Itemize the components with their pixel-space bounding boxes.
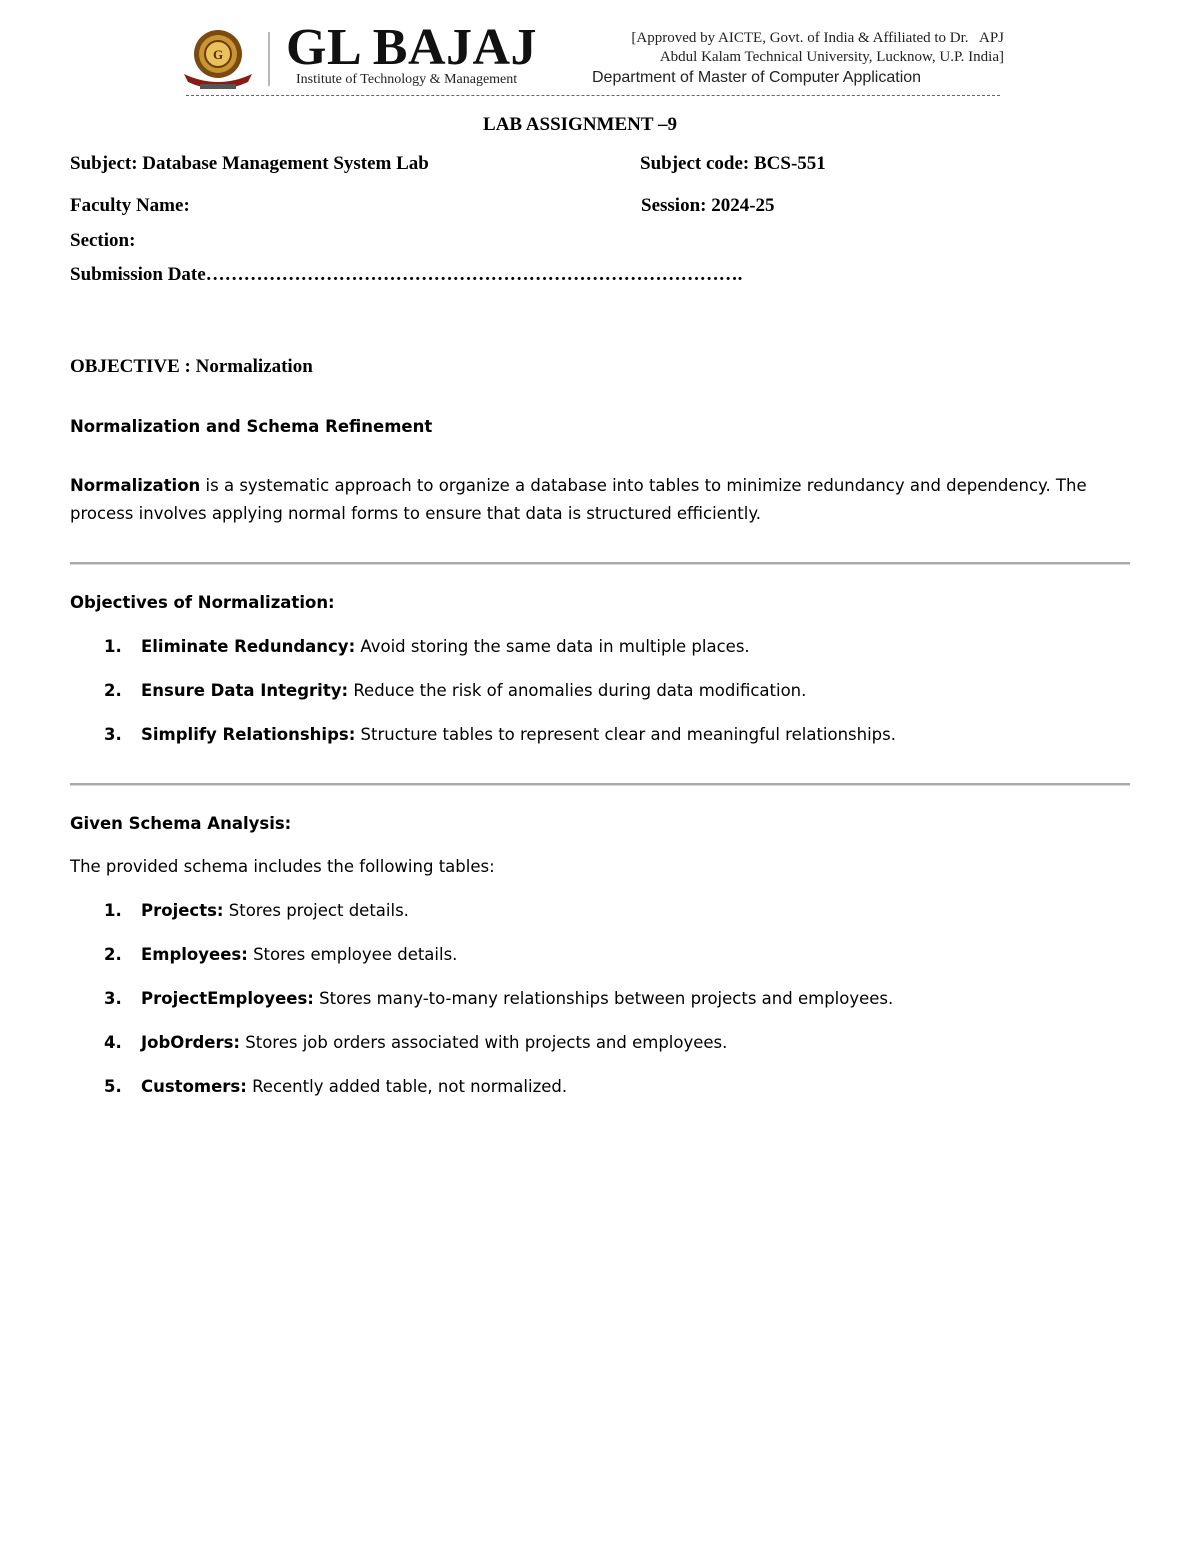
intro-term: Normalization [70, 476, 201, 495]
list-term: Customers: [141, 1077, 247, 1096]
approval-line-2: Abdul Kalam Technical University, Lucknow, U.P. India] [659, 49, 1004, 65]
horizontal-rule [70, 562, 1130, 565]
subject-label: Subject: Database Management System Lab [70, 153, 429, 174]
objective-heading: OBJECTIVE : Normalization [70, 356, 313, 377]
list-term: JobOrders: [141, 1033, 241, 1052]
list-number: 1. [104, 637, 122, 656]
list-number: 5. [104, 1077, 122, 1096]
header-divider [268, 32, 270, 86]
intro-text-1: is a systematic approach to organize a database into tables to minimize redundancy and dependency. The [200, 476, 1087, 495]
list-number: 3. [104, 725, 122, 744]
faculty-name-label: Faculty Name: [70, 195, 190, 216]
list-number: 4. [104, 1033, 122, 1052]
approval-note [560, 29, 1004, 67]
list-desc: Avoid storing the same data in multiple places. [355, 637, 750, 656]
list-desc: Reduce the risk of anomalies during data modification. [348, 681, 807, 700]
horizontal-rule [70, 783, 1130, 786]
list-number: 2. [104, 681, 122, 700]
list-term: Employees: [141, 945, 248, 964]
header-dashed-rule [186, 95, 1000, 96]
intro-paragraph-line-2: process involves applying normal forms to ensure that data is structured efficiently. [70, 504, 761, 523]
list-number: 1. [104, 901, 122, 920]
list-desc: Structure tables to represent clear and meaningful relationships. [355, 725, 897, 744]
list-term: Ensure Data Integrity: [141, 681, 349, 700]
list-term: Simplify Relationships: [141, 725, 356, 744]
list-desc: Stores project details. [223, 901, 409, 920]
svg-text:G: G [212, 47, 224, 62]
list-number: 2. [104, 945, 122, 964]
approval-line-1: [Approved by AICTE, Govt. of India & Affiliated to Dr. APJ [631, 30, 1004, 46]
list-desc: Stores employee details. [247, 945, 458, 964]
section-heading: Normalization and Schema Refinement [70, 417, 433, 436]
list-term: Projects: [141, 901, 224, 920]
brand-name: GL BAJAJ [286, 19, 538, 76]
objectives-heading: Objectives of Normalization: [70, 593, 335, 612]
schema-intro: The provided schema includes the following tables: [70, 857, 495, 876]
session-label: Session: 2024-25 [641, 195, 775, 216]
subject-code-label: Subject code: BCS-551 [640, 153, 826, 174]
section-label: Section: [70, 230, 136, 251]
college-crest-icon [180, 28, 256, 92]
list-desc: Stores job orders associated with projects and employees. [240, 1033, 728, 1052]
list-term: Eliminate Redundancy: [141, 637, 356, 656]
assignment-title: LAB ASSIGNMENT –9 [483, 114, 677, 135]
schema-heading: Given Schema Analysis: [70, 814, 292, 833]
list-number: 3. [104, 989, 122, 1008]
department-name: Department of Master of Computer Application [592, 69, 922, 86]
intro-paragraph-line-1 [70, 472, 1087, 500]
list-desc: Stores many-to-many relationships between projects and employees. [313, 989, 894, 1008]
list-desc: Recently added table, not normalized. [246, 1077, 568, 1096]
submission-date-label: Submission Date…………………………………………………………………………. [70, 264, 743, 285]
list-term: ProjectEmployees: [141, 989, 314, 1008]
brand-subtitle: Institute of Technology & Management [296, 72, 518, 87]
